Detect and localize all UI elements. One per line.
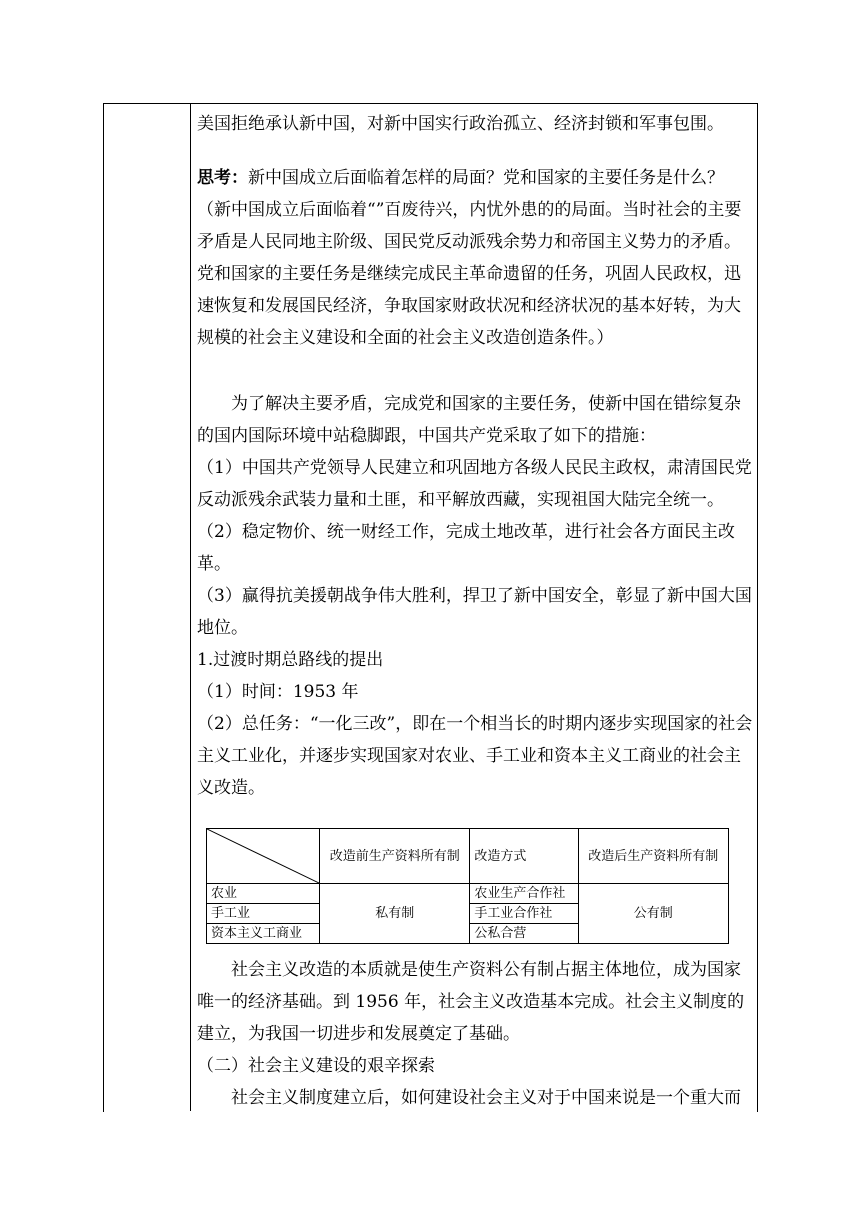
think-question-text: 新中国成立后面临着怎样的局面？党和国家的主要任务是什么？	[248, 168, 724, 188]
task-item: （2）总任务：“一化三改”，即在一个相当长的时期内逐步实现国家的社会主义工业化，并逐步实现国家对农业、手工业和资本主义工商业的社会主义改造。	[197, 714, 753, 798]
essence-paragraph: 社会主义改造的本质就是使生产资料公有制占据主体地位，成为国家唯一的经济基础。到 1956 年，社会主义改造基本完成。社会主义制度的建立，为我国一切进步和发展奠定了基础。	[197, 960, 745, 1044]
row-label-capitalist: 资本主义工商业	[207, 924, 320, 944]
row-label-handicraft: 手工业	[207, 904, 320, 924]
document-body	[197, 108, 753, 1114]
method-handicraft: 手工业合作社	[470, 904, 578, 924]
after-ownership-cell: 公有制	[578, 884, 728, 944]
think-question	[197, 162, 753, 194]
method-agriculture: 农业生产合作社	[470, 884, 578, 904]
measure-1: （1）中国共产党领导人民建立和巩固地方各级人民民主政权，肃清国民党反动派残余武装力量和土匪，和平解放西藏，实现祖国大陆完全统一。	[197, 458, 752, 510]
measures-intro: 为了解决主要矛盾，完成党和国家的主要任务，使新中国在错综复杂的国内国际环境中站稳脚跟，中国共产党采取了如下的措施：	[197, 394, 741, 446]
transformation-table	[206, 828, 729, 944]
diagonal-header-cell	[207, 829, 320, 884]
row-label-agriculture: 农业	[207, 884, 320, 904]
diagonal-line	[207, 829, 319, 883]
column-divider	[190, 103, 191, 1111]
think-answer: （新中国成立后面临着“”百废待兴，内忧外患的的局面。当时社会的主要矛盾是人民同地主阶级、国民党反动派残余势力和帝国主义势力的矛盾。党和国家的主要任务是继续完成民主革命遗留的任务，巩固人民政权，迅速恢复和发展国民经济，争取国家财政状况和经济状况的基本好转，为大规模的社会主义建设和全面的社会主义改造创造条件。）	[197, 200, 742, 348]
measure-3: （3）赢得抗美援朝战争伟大胜利，捍卫了新中国安全，彰显了新中国大国地位。	[197, 586, 752, 638]
before-ownership-cell: 私有制	[320, 884, 470, 944]
time-item: （1）时间：1953 年	[197, 682, 359, 702]
header-after: 改造后生产资料所有制	[578, 829, 728, 884]
table-row	[207, 884, 729, 904]
heading-general-line: 1.过渡时期总路线的提出	[197, 650, 384, 670]
think-label: 思考：	[197, 168, 248, 188]
header-method: 改造方式	[470, 829, 578, 884]
last-paragraph: 社会主义制度建立后，如何建设社会主义对于中国来说是一个重大而	[231, 1088, 741, 1108]
measure-2: （2）稳定物价、统一财经工作，完成土地改革，进行社会各方面民主改革。	[197, 522, 735, 574]
paragraph-us-policy: 美国拒绝承认新中国，对新中国实行政治孤立、经济封锁和军事包围。	[197, 114, 724, 134]
header-before: 改造前生产资料所有制	[320, 829, 470, 884]
method-capitalist: 公私合营	[470, 924, 578, 944]
heading-exploration: （二）社会主义建设的艰辛探索	[197, 1056, 435, 1076]
table-header-row	[207, 829, 729, 884]
